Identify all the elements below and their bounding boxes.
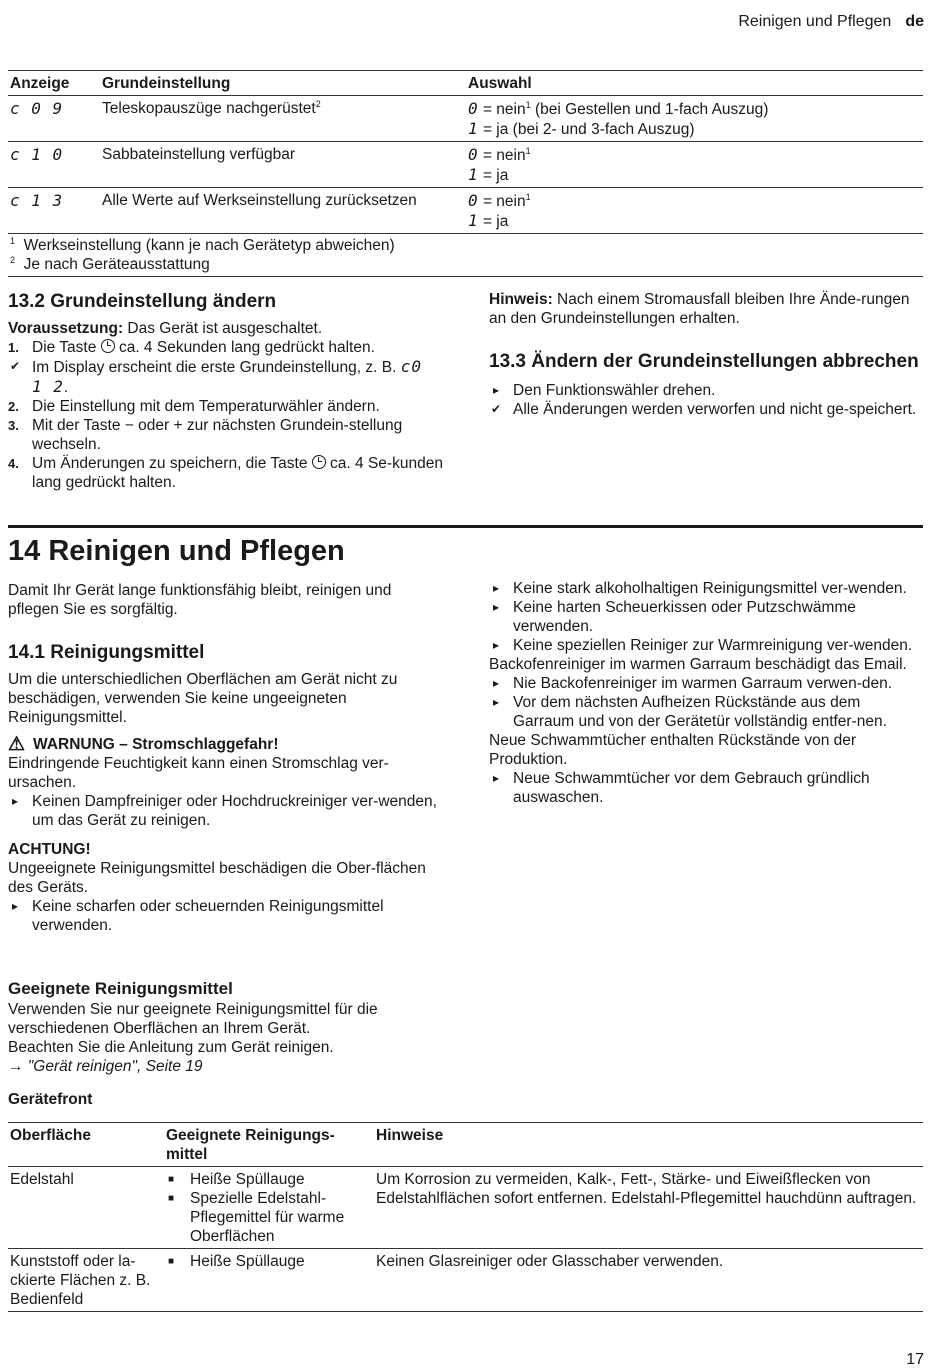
table-header-row — [8, 1123, 923, 1167]
cleaning-table — [8, 1122, 923, 1312]
display-code: c 0 9 — [10, 99, 64, 118]
footnote-ref: 1 — [525, 99, 531, 110]
section-intro: Um die unterschiedlichen Oberflächen am Gerät nicht zu beschädigen, verwenden Sie keine ungeeigneten Reinigungsmittel. — [8, 671, 398, 726]
col-header-setting: Grundeinstellung — [100, 71, 466, 96]
setting-name: Sabbateinstellung verfügbar — [102, 146, 296, 163]
list-item: ■ Spezielle Edelstahl-Pflegemittel für warme Oberflächen — [166, 1189, 372, 1246]
option-text: = nein — [478, 101, 526, 118]
clock-icon — [312, 455, 326, 469]
section-13-2 — [8, 290, 443, 492]
list-item: 1. Die Taste ca. 4 Sekunden lang gedrückt halten. — [8, 339, 375, 356]
footnote-2: $^2$ Je nach Geräteausstattung — [10, 254, 210, 273]
caution-text: Ungeeignete Reinigungsmittel beschädigen die Ober-flächen des Geräts. — [8, 860, 426, 896]
surface-cell: Edelstahl — [8, 1167, 164, 1249]
warning-icon: ⚠ — [8, 734, 26, 755]
option-code: 0 — [468, 191, 479, 210]
notes-cell: Keinen Glasreiniger oder Glasschaber verwenden. — [374, 1249, 923, 1312]
col-header-agents: Geeignete Reinigungs-mittel — [164, 1123, 374, 1167]
option-code: 1 — [468, 211, 479, 230]
table-row — [8, 96, 923, 142]
section-title: 13.2 Grundeinstellung ändern — [8, 291, 277, 312]
table-row — [8, 188, 923, 234]
suitable-agents-section — [8, 977, 443, 1109]
chapter-14-right — [489, 579, 924, 807]
list-item: ■ Heiße Spüllauge — [166, 1170, 372, 1189]
header-title: Reinigen und Pflegen — [738, 13, 892, 30]
clock-icon — [101, 339, 115, 353]
list-item: 4. Um Änderungen zu speichern, die Taste ca. 4 Se-kunden lang gedrückt halten. — [8, 455, 443, 491]
caution-actions — [8, 897, 443, 935]
list-item: ▸ Keine scharfen oder scheuernden Reinigungsmittel verwenden. — [8, 897, 443, 935]
page-number: 17 — [906, 1351, 924, 1368]
setting-name: Teleskopauszüge nachgerüstet — [102, 100, 316, 117]
action-list — [489, 381, 924, 400]
footnote-ref: 1 — [525, 191, 531, 202]
footnote-ref: 1 — [525, 145, 531, 156]
warning-actions — [8, 792, 443, 830]
list-item: ✔ Alle Änderungen werden verworfen und nicht ge-speichert. — [489, 400, 924, 419]
steps-list — [8, 338, 443, 357]
agents-cell — [164, 1167, 374, 1249]
subsection-title: Gerätefront — [8, 1091, 93, 1108]
list-item: ▸ Keinen Dampfreiniger oder Hochdruckreiniger ver-wenden, um das Gerät zu reinigen. — [8, 792, 443, 830]
chapter-title: 14 Reinigen und Pflegen — [8, 535, 345, 567]
list-item: 3. Mit der Taste − oder + zur nächsten Grundein-stellung wechseln. — [8, 417, 403, 453]
paragraph: Beachten Sie die Anleitung zum Gerät reinigen. — [8, 1039, 334, 1056]
chapter-14-left — [8, 581, 443, 935]
table-header-row — [8, 71, 923, 96]
display-code: c0 1 2 — [32, 357, 422, 396]
table-footnotes — [8, 234, 923, 277]
subsection-title: Geeignete Reinigungsmittel — [8, 979, 233, 998]
paragraph: Verwenden Sie nur geeignete Reinigungsmittel für die verschiedenen Oberflächen an Ihrem Gerät. — [8, 1001, 378, 1037]
option-code: 1 — [468, 165, 479, 184]
list-item: ▸ Keine speziellen Reiniger zur Warmreinigung ver-wenden. — [489, 636, 924, 655]
result-list — [8, 357, 443, 397]
minus-icon: − — [124, 417, 134, 434]
caution-text: Neue Schwammtücher enthalten Rückstände von der Produktion. — [489, 732, 857, 768]
header-language: de — [905, 13, 924, 30]
option-code: 0 — [468, 145, 479, 164]
option-text: = nein — [478, 147, 526, 164]
cross-reference-link[interactable]: → "Gerät reinigen", Seite 19 — [8, 1058, 203, 1075]
option-code: 0 — [468, 99, 479, 118]
table-row — [8, 1167, 923, 1249]
note-and-section-13-3 — [489, 290, 924, 419]
notes-cell: Um Korrosion zu vermeiden, Kalk-, Fett-, Stärke- und Eiweißflecken von Edelstahlflächen sofort entfernen. Edelstahl-Pflegemittel hauchdünn auftragen. — [374, 1167, 923, 1249]
option-extra: (bei Gestellen und 1-fach Auszug) — [530, 101, 769, 118]
warning-text: Eindringende Feuchtigkeit kann einen Stromschlag ver-ursachen. — [8, 755, 389, 791]
table-row — [8, 142, 923, 188]
col-header-choice: Auswahl — [466, 71, 923, 96]
page-header — [738, 12, 924, 31]
section-title: 13.3 Ändern der Grundeinstellungen abbrechen — [489, 351, 919, 372]
option-text: = nein — [478, 193, 526, 210]
display-code: c 1 3 — [10, 191, 64, 210]
table-row — [8, 1249, 923, 1312]
footnote-1: $^1$ Werkseinstellung (kann je nach Gerätetyp abweichen) — [10, 235, 395, 254]
list-item: ▸ Nie Backofenreiniger im warmen Garraum verwen-den. — [489, 674, 924, 693]
section-title: 14.1 Reinigungsmittel — [8, 642, 205, 663]
list-item: ▸ Neue Schwammtücher vor dem Gebrauch gründlich auswaschen. — [489, 769, 924, 807]
display-code: c 1 0 — [10, 145, 64, 164]
col-header-display: Anzeige — [8, 71, 100, 96]
list-item: ▸ Keine stark alkoholhaltigen Reinigungsmittel ver-wenden. — [489, 579, 924, 598]
agents-cell — [164, 1249, 374, 1312]
chapter-intro: Damit Ihr Gerät lange funktionsfähig bleibt, reinigen und pflegen Sie es sorgfältig. — [8, 582, 392, 618]
list-item: ▸ Vor dem nächsten Aufheizen Rückstände aus dem Garraum und von der Gerätetür vollständig entfer-nen. — [489, 693, 924, 731]
list-item: ✔ Im Display erscheint die erste Grundeinstellung, z. B. c0 1 2. — [8, 357, 443, 397]
settings-table — [8, 70, 923, 277]
note: Hinweis: Nach einem Stromausfall bleiben Ihre Ände-rungen an den Grundeinstellungen erhalten. — [489, 291, 910, 327]
steps-list — [8, 397, 443, 492]
footnote-ref: 2 — [315, 98, 321, 109]
prerequisite-label: Voraussetzung: — [8, 320, 124, 337]
chapter-divider — [8, 525, 923, 528]
setting-name: Alle Werte auf Werkseinstellung zurücksetzen — [102, 192, 417, 209]
option-text: = ja — [478, 213, 509, 230]
col-header-notes: Hinweise — [374, 1123, 923, 1167]
option-code: 1 — [468, 119, 479, 138]
caution-actions — [489, 769, 924, 807]
list-item: ■ Heiße Spüllauge — [166, 1252, 372, 1271]
list-item: ▸ Den Funktionswähler drehen. — [489, 381, 924, 400]
list-item: ▸ Keine harten Scheuerkissen oder Putzschwämme verwenden. — [489, 598, 924, 636]
prerequisite-text: Das Gerät ist ausgeschaltet. — [123, 320, 323, 337]
option-text: = ja (bei 2- und 3-fach Auszug) — [478, 121, 695, 138]
warning-heading: ⚠ WARNUNG – Stromschlaggefahr! — [8, 734, 279, 755]
caution-actions — [489, 674, 924, 731]
caution-text: Backofenreiniger im warmen Garraum beschädigt das Email. — [489, 656, 907, 673]
plus-icon: + — [173, 417, 183, 434]
caution-heading: ACHTUNG! — [8, 841, 91, 858]
result-list — [489, 400, 924, 419]
option-text: = ja — [478, 167, 509, 184]
list-item: 2. Die Einstellung mit dem Temperaturwähler ändern. — [8, 398, 380, 415]
col-header-surface: Oberfläche — [8, 1123, 164, 1167]
surface-cell: Kunststoff oder la-ckierte Flächen z. B. Bedienfeld — [8, 1249, 164, 1312]
caution-actions — [489, 579, 924, 655]
